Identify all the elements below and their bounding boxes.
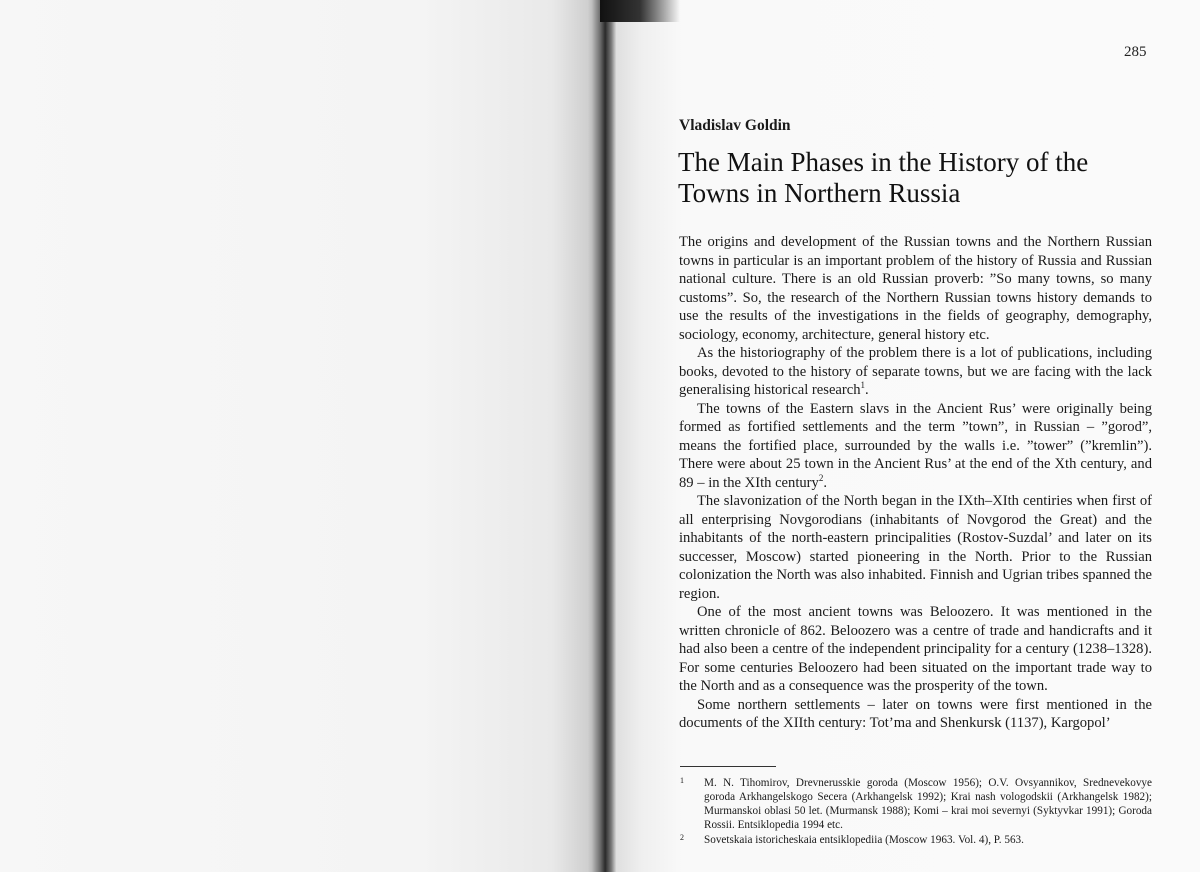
paragraph: The slavonization of the North began in the IXth–XIth centiries when first of all enterprising Novgorodians (inhabitants of Novgorod the Great) and the inhabitants of the north-eastern principalities (Rostov-Suzdal’ and later on its successer, Moscow) started pioneering in the North. Prior to the Russian colonization the North was also inhabited. Finnish and Ugrian tribes spanned the region.	[679, 493, 1152, 602]
footnote: 2 Sovetskaia istoricheskaia entsiklopediia (Moscow 1963. Vol. 4), P. 563.	[680, 833, 1024, 846]
paragraph: The towns of the Eastern slavs in the Ancient Rus’ were originally being formed as fortified settlements and the term ”town”, in Russian – ”gorod”, means the fortified place, surrounded by the walls i.e. ”tower” (”kremlin”). There were about 25 town in the Ancient Rus’ at the end of the Xth century, and 89 – in the XIth century$^2$.	[679, 400, 1152, 491]
footnote: 1 M. N. Tihomirov, Drevnerusskie goroda (Moscow 1956); O.V. Ovsyannikov, Srednevekovye goroda Arkhangelskogo Secera (Arkhangelsk 1992); Krai nash vologodskii (Arkhangelsk 1982); Murmanskoi oblasi 50 let. (Murmansk 1988); Komi – krai moi severnyi (Syktyvkar 1991); Goroda Rossii. Entsiklopedia 1994 etc.	[680, 776, 1152, 831]
footnotes	[680, 776, 1152, 848]
article-body	[679, 233, 1152, 733]
footnote-mark: 2	[680, 833, 684, 842]
footnote-ref[interactable]: 1	[860, 380, 866, 391]
footnote-divider	[680, 766, 776, 767]
author-name: Vladislav Goldin	[679, 117, 791, 134]
paragraph: One of the most ancient towns was Beloozero. It was mentioned in the written chronicle of 862. Beloozero was a centre of trade and handicrafts and it had also been a centre of the independent principality for a century (1238–1328). For some centuries Beloozero had been situated on the important trade way to the North and as a consequence was the prosperity of the town.	[679, 604, 1152, 694]
paragraph: Some northern settlements – later on towns were first mentioned in the documents of the XIIth century: Tot’ma and Shenkursk (1137), Kargopol’	[679, 696, 1152, 731]
paragraph: As the historiography of the problem there is a lot of publications, including books, devoted to the history of separate towns, but we are facing with the lack generalising historical research$^1$.	[679, 345, 1152, 398]
page-number: 285	[1124, 44, 1147, 60]
scan-shadow	[600, 0, 680, 22]
footnote-ref[interactable]: 2	[818, 472, 824, 483]
article-title: The Main Phases in the History of the Towns in Northern Russia	[678, 147, 1089, 208]
paragraph: The origins and development of the Russian towns and the Northern Russian towns in particular is an important problem of the history of Russia and Russian national culture. There is an old Russian proverb: ”So many towns, so many customs”. So, the research of the Northern Russian towns history demands to use the results of the investigations in the fields of geography, demography, sociology, economy, architecture, general history etc.	[679, 234, 1152, 343]
book-gutter	[592, 0, 616, 872]
footnote-mark: 1	[680, 776, 684, 785]
